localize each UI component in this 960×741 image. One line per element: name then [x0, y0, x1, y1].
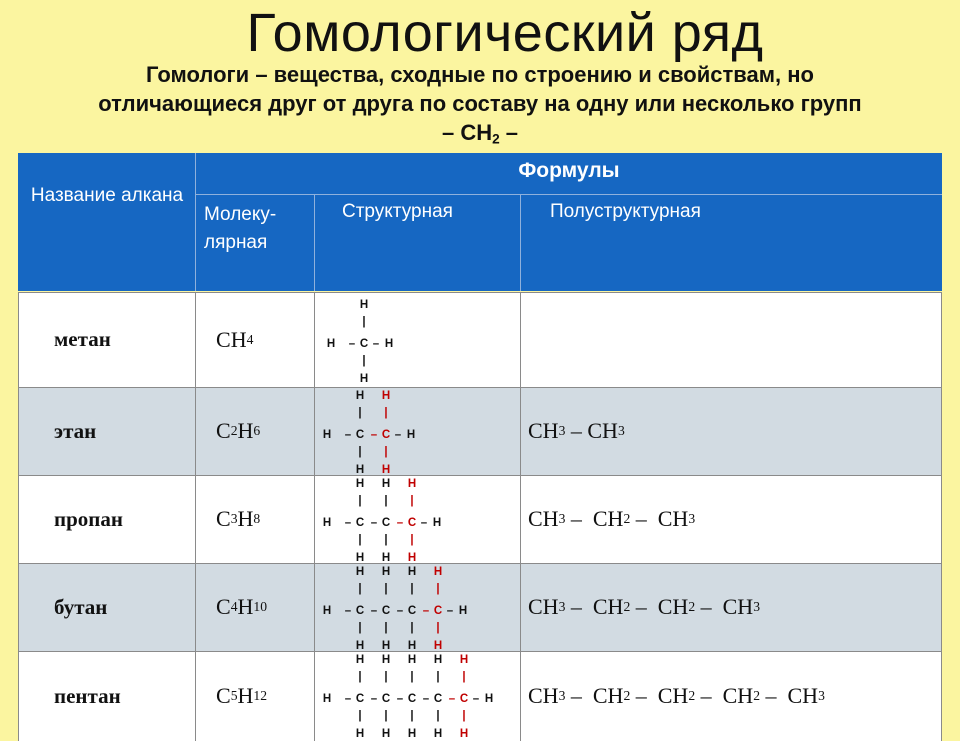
- hydrogen-atom: H: [433, 640, 443, 651]
- hydrogen-atom: H: [355, 566, 365, 578]
- table-row: [18, 387, 942, 475]
- hydrogen-atom: H: [407, 654, 417, 666]
- molecular-formula: CH 4: [216, 326, 254, 352]
- bond: |: [410, 534, 414, 546]
- carbon-atom: C: [355, 429, 365, 441]
- bond: |: [384, 583, 388, 595]
- hydrogen-atom: H: [355, 390, 365, 402]
- hydrogen-atom: H: [384, 338, 394, 350]
- hydrogen-atom: H: [381, 728, 391, 740]
- hydrogen-atom: H: [432, 517, 442, 529]
- hydrogen-atom: H: [322, 429, 332, 441]
- hydrogen-atom: H: [359, 373, 369, 385]
- bond: –: [344, 517, 352, 529]
- hydrogen-atom: H: [407, 478, 417, 490]
- bond: |: [358, 534, 362, 546]
- bond: –: [422, 693, 430, 705]
- bond: |: [436, 671, 440, 683]
- bond: |: [436, 583, 440, 595]
- bond: –: [344, 429, 352, 441]
- hydrogen-atom: H: [433, 728, 443, 740]
- hydrogen-atom: H: [407, 728, 417, 740]
- bond: |: [358, 710, 362, 722]
- definition-line-3: – $CH_2$ –: [441, 120, 519, 147]
- bond: –: [344, 605, 352, 617]
- header-molecular: Молеку-лярная: [204, 204, 277, 253]
- table-row: [18, 475, 942, 563]
- molecular-formula: C 3 H 8: [216, 506, 261, 531]
- bond: |: [410, 583, 414, 595]
- bond: –: [372, 338, 380, 350]
- table-row: [18, 292, 942, 387]
- hydrogen-atom: H: [381, 640, 391, 651]
- alkane-name: метан: [54, 327, 111, 351]
- semi-structural-formula: [521, 292, 942, 387]
- bond: |: [358, 622, 362, 634]
- bond: |: [384, 534, 388, 546]
- table-row: [18, 563, 942, 651]
- hydrogen-atom: H: [355, 464, 365, 475]
- bond: |: [358, 446, 362, 458]
- carbon-atom: C: [433, 693, 443, 705]
- bond: –: [370, 605, 378, 617]
- bond: –: [394, 429, 402, 441]
- bond: –: [370, 693, 378, 705]
- molecular-formula: C 5 H 12: [216, 683, 268, 708]
- hydrogen-atom: H: [381, 464, 391, 475]
- hydrogen-atom: H: [326, 338, 336, 350]
- homologous-series-table: [18, 153, 942, 740]
- carbon-atom: C: [355, 605, 365, 617]
- alkane-name: этан: [54, 418, 97, 443]
- hydrogen-atom: H: [433, 566, 443, 578]
- hydrogen-atom: H: [381, 552, 391, 563]
- semi-structural-formula: CH 3 – CH 2 – CH 3: [528, 506, 696, 531]
- bond: –: [420, 517, 428, 529]
- structural-formula: [315, 387, 520, 475]
- hydrogen-atom: H: [407, 566, 417, 578]
- carbon-atom: C: [407, 693, 417, 705]
- carbon-atom: C: [355, 693, 365, 705]
- bond: |: [362, 316, 366, 328]
- definition-text: [0, 60, 960, 153]
- hydrogen-atom: H: [406, 429, 416, 441]
- bond: |: [358, 671, 362, 683]
- hydrogen-atom: H: [381, 654, 391, 666]
- alkane-name: пропан: [54, 506, 123, 531]
- semi-structural-formula: CH 3 – CH 3: [528, 418, 625, 443]
- structural-formula: [315, 475, 520, 563]
- carbon-atom: C: [433, 605, 443, 617]
- bond: –: [348, 338, 356, 350]
- bond: |: [362, 355, 366, 367]
- hydrogen-atom: H: [355, 654, 365, 666]
- hydrogen-atom: H: [381, 478, 391, 490]
- structural-formula: [315, 651, 520, 741]
- definition-line-1: Гомологи – вещества, сходные по строению и свойствам, но: [146, 62, 814, 87]
- bond: |: [410, 495, 414, 507]
- bond: |: [462, 671, 466, 683]
- carbon-atom: C: [407, 605, 417, 617]
- hydrogen-atom: H: [322, 693, 332, 705]
- bond: |: [384, 495, 388, 507]
- carbon-atom: C: [381, 605, 391, 617]
- bond: –: [396, 693, 404, 705]
- semi-structural-formula: CH 3 – CH 2 – CH 2 – CH 2 – CH 3: [528, 683, 825, 708]
- page-title: Гомологический ряд: [246, 3, 764, 63]
- bond: |: [384, 407, 388, 419]
- carbon-atom: C: [381, 517, 391, 529]
- hydrogen-atom: H: [355, 728, 365, 740]
- hydrogen-atom: H: [459, 654, 469, 666]
- bond: |: [384, 446, 388, 458]
- carbon-atom: C: [381, 429, 391, 441]
- carbon-atom: C: [459, 693, 469, 705]
- hydrogen-atom: H: [459, 728, 469, 740]
- hydrogen-atom: H: [322, 605, 332, 617]
- bond: |: [410, 622, 414, 634]
- bond: –: [344, 693, 352, 705]
- structural-formula: [315, 292, 520, 387]
- bond: –: [422, 605, 430, 617]
- bond: |: [462, 710, 466, 722]
- header-structural: Структурная: [342, 201, 453, 222]
- table-header: [18, 153, 942, 291]
- bond: |: [410, 671, 414, 683]
- bond: –: [448, 693, 456, 705]
- molecular-formula: C 2 H 6: [216, 418, 261, 443]
- bond: –: [472, 693, 480, 705]
- hydrogen-atom: H: [407, 640, 417, 651]
- definition-line-2: отличающиеся друг от друга по составу на одну или несколько групп: [98, 91, 862, 116]
- hydrogen-atom: H: [381, 566, 391, 578]
- hydrogen-atom: H: [322, 517, 332, 529]
- bond: –: [370, 517, 378, 529]
- bond: –: [396, 517, 404, 529]
- bond: |: [410, 710, 414, 722]
- bond: –: [370, 429, 378, 441]
- molecular-formula: C 4 H 10: [216, 594, 268, 619]
- bond: |: [358, 583, 362, 595]
- bond: |: [384, 622, 388, 634]
- semi-structural-formula: CH 3 – CH 2 – CH 2 – CH 3: [528, 594, 760, 619]
- alkane-name: бутан: [54, 594, 108, 619]
- bond: –: [446, 605, 454, 617]
- alkane-name: пентан: [54, 683, 121, 708]
- bond: |: [436, 622, 440, 634]
- table-row: [18, 651, 942, 741]
- hydrogen-atom: H: [484, 693, 494, 705]
- hydrogen-atom: H: [355, 552, 365, 563]
- hydrogen-atom: H: [458, 605, 468, 617]
- header-name: Название алкана: [30, 185, 184, 206]
- bond: |: [358, 407, 362, 419]
- hydrogen-atom: H: [407, 552, 417, 563]
- hydrogen-atom: H: [355, 640, 365, 651]
- carbon-atom: C: [381, 693, 391, 705]
- structural-formula: [315, 563, 520, 651]
- hydrogen-atom: H: [355, 478, 365, 490]
- carbon-atom: C: [359, 338, 369, 350]
- bond: |: [384, 671, 388, 683]
- bond: –: [396, 605, 404, 617]
- bond: |: [436, 710, 440, 722]
- header-semi-structural: Полуструктурная: [550, 201, 701, 222]
- hydrogen-atom: H: [381, 390, 391, 402]
- header-formulas: Формулы: [518, 159, 620, 182]
- bond: |: [358, 495, 362, 507]
- carbon-atom: C: [355, 517, 365, 529]
- bond: |: [384, 710, 388, 722]
- carbon-atom: C: [407, 517, 417, 529]
- hydrogen-atom: H: [359, 299, 369, 311]
- hydrogen-atom: H: [433, 654, 443, 666]
